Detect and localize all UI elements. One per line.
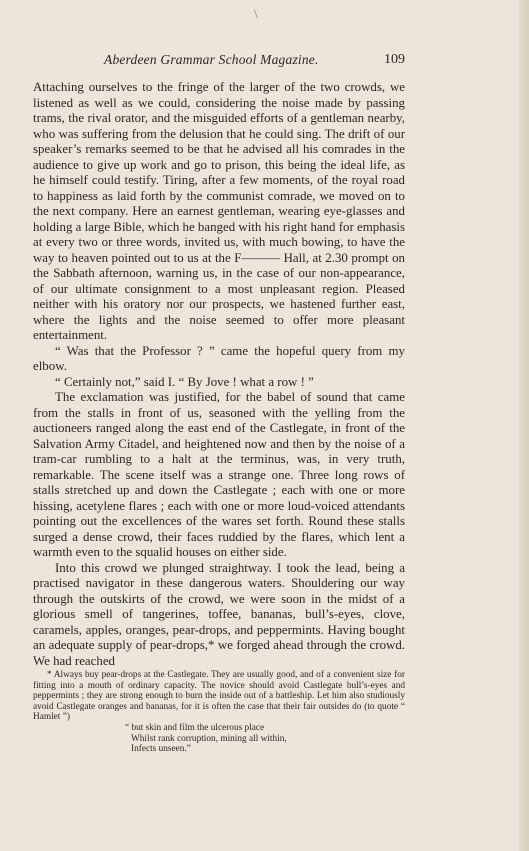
running-header bbox=[104, 52, 404, 70]
pencil-mark: \ bbox=[254, 6, 258, 21]
footnote-quote bbox=[125, 722, 405, 755]
footnote-text: * Always buy pear-drops at the Castlegate. They are usually good, and of a convenient size for fitting into a mouth of ordinary capacity. The novice should avoid Castlegate bull’s-eyes and peppermints ; they are strong enough to burn the inside out of a battleship. Let him also studiously avoid Castlegate oranges and bananas, for it is often the case that their fair outsides do (to quote “ Hamlet ”) bbox=[33, 670, 405, 723]
paragraph: Into this crowd we plunged straightway. I took the lead, being a practised navigator in these dangerous waters. Shouldering our way through the outskirts of the crowd, we were soon in the midst of a glorious smell of tangerines, toffee, bananas, bull’s-eyes, clove, caramels, apples, oranges, pear-drops, and peppermints. Having bought an adequate supply of pear-drops,* we forged ahead through the crowd. We had reached bbox=[33, 560, 405, 668]
paragraph: The exclamation was justified, for the babel of sound that came from the stalls in front of us, seasoned with the yelling from the auctioneers ranged along the east end of the Castlegate, in front of the Salvation Army Citadel, and heightened now and then by the noise of a tram-car rumbling to a halt at the terminus, was, in very truth, remarkable. The scene itself was a strange one. Three long rows of stalls stretched up and down the Castlegate ; each with one or more hissing, acetylene flares ; each with one or more loud-voiced attendants pointing out the excellences of the wares set forth. Round these stalls surged a dense crowd, their faces ruddied by the flares, which lent a warmth even to the squalid houses on either side. bbox=[33, 390, 405, 559]
page-number: 109 bbox=[384, 52, 405, 67]
article-body bbox=[33, 80, 405, 669]
quote-line: Infects unseen.” bbox=[131, 744, 191, 755]
journal-title: Aberdeen Grammar School Magazine. bbox=[104, 52, 319, 67]
page-edge bbox=[519, 0, 529, 851]
paragraph: Attaching ourselves to the fringe of the larger of the two crowds, we listened as well as we could, considering the noise made by passing trams, the rival orator, and the misguided efforts of a gentleman nearby, who was suffering from the delusion that he could sing. The drift of our speaker’s remarks seemed to be that he advised all his comrades in the audience to give up work and go to prison, this being the ideal life, as he himself could testify. Tiring, after a few moments, of the royal road to happiness as laid forth by the communist comrade, we moved on to the next company. Here an earnest gentleman, wearing eye-glasses and holding a large Bible, which he banged with his right hand for emphasis at every two or three words, invited us, with much bowing, to have the way to heaven pointed out to us at the F——— Hall, at 2.30 prompt on the Sabbath afternoon, warning us, in the case of our non-appearance, of our ultimate consignment to a most unpleasant region. Pleased neither with his oratory nor our prospects, we hastened further east, where the lights and the noise seemed to offer more pleasant entertainment. bbox=[33, 80, 405, 342]
paragraph: “ Certainly not,” said I. “ By Jove ! what a row ! ” bbox=[55, 374, 314, 389]
paragraph: “ Was that the Professor ? ” came the hopeful query from my elbow. bbox=[33, 343, 405, 373]
quote-line: Whilst rank corruption, mining all within, bbox=[131, 733, 287, 744]
quote-line: “ but skin and film the ulcerous place bbox=[125, 722, 265, 733]
footnote bbox=[33, 670, 405, 755]
